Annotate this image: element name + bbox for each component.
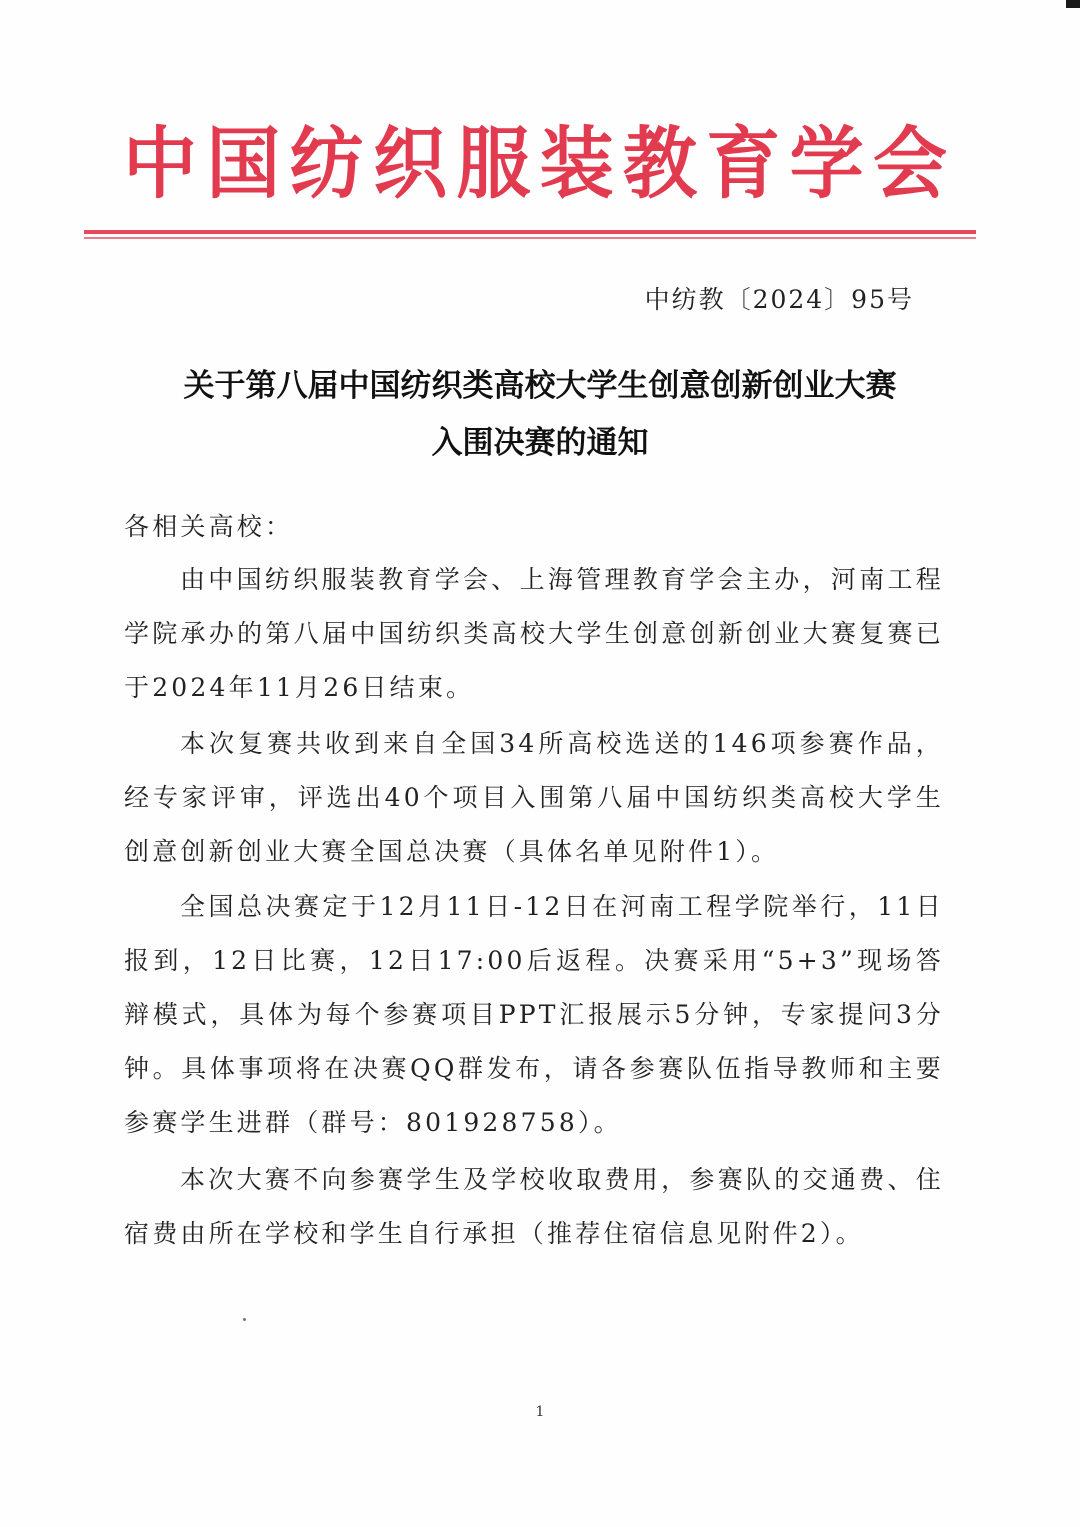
letterhead-divider-thick xyxy=(84,230,976,234)
letterhead-char: 会 xyxy=(872,119,947,210)
letterhead-char: 中 xyxy=(123,119,197,210)
letterhead-char: 织 xyxy=(372,119,447,210)
scan-corner-mark xyxy=(1066,0,1080,8)
scan-speck xyxy=(243,1318,246,1321)
letterhead-char: 教 xyxy=(622,119,697,210)
letterhead-char: 服 xyxy=(456,119,531,210)
organization-letterhead xyxy=(120,108,950,208)
document-number: 中纺教〔2024〕95号 xyxy=(644,285,914,314)
page-number: 1 xyxy=(535,1404,545,1420)
paragraph-1: 由中国纺织服装教育学会、上海管理教育学会主办，河南工程学院承办的第八届中国纺织类高校大学生创意创新创业大赛复赛已于2024年11月26日结束。 xyxy=(124,565,944,702)
letterhead-char: 学 xyxy=(789,119,864,210)
letterhead-char: 育 xyxy=(706,119,781,210)
salutation: 各相关高校： xyxy=(124,512,294,541)
document-title-line-2: 入围决赛的通知 xyxy=(431,425,649,461)
paragraph-3: 全国总决赛定于12月11日-12日在河南工程学院举行，11日报到，12日比赛，12日17:00后返程。决赛采用“5+3”现场答辩模式，具体为每个参赛项目PPT汇报展示5分钟，专家提问3分钟。具体事项将在决赛QQ群发布，请各参赛队伍指导教师和主要参赛学生进群（群号：801928758）。 xyxy=(124,892,944,1137)
letterhead-char: 国 xyxy=(206,119,281,210)
paragraph-2: 本次复赛共收到来自全国34所高校选送的146项参赛作品，经专家评审，评选出40个项目入围第八届中国纺织类高校大学生创意创新创业大赛全国总决赛（具体名单见附件1）。 xyxy=(124,729,944,866)
letterhead-char: 装 xyxy=(539,119,614,210)
letterhead-divider-thin xyxy=(84,237,976,239)
paragraph-4: 本次大赛不向参赛学生及学校收取费用，参赛队的交通费、住宿费由所在学校和学生自行承担（推荐住宿信息见附件2）。 xyxy=(124,1165,944,1248)
letterhead-char: 纺 xyxy=(289,119,364,210)
document-title-line-1: 关于第八届中国纺织类高校大学生创意创新创业大赛 xyxy=(183,368,897,404)
